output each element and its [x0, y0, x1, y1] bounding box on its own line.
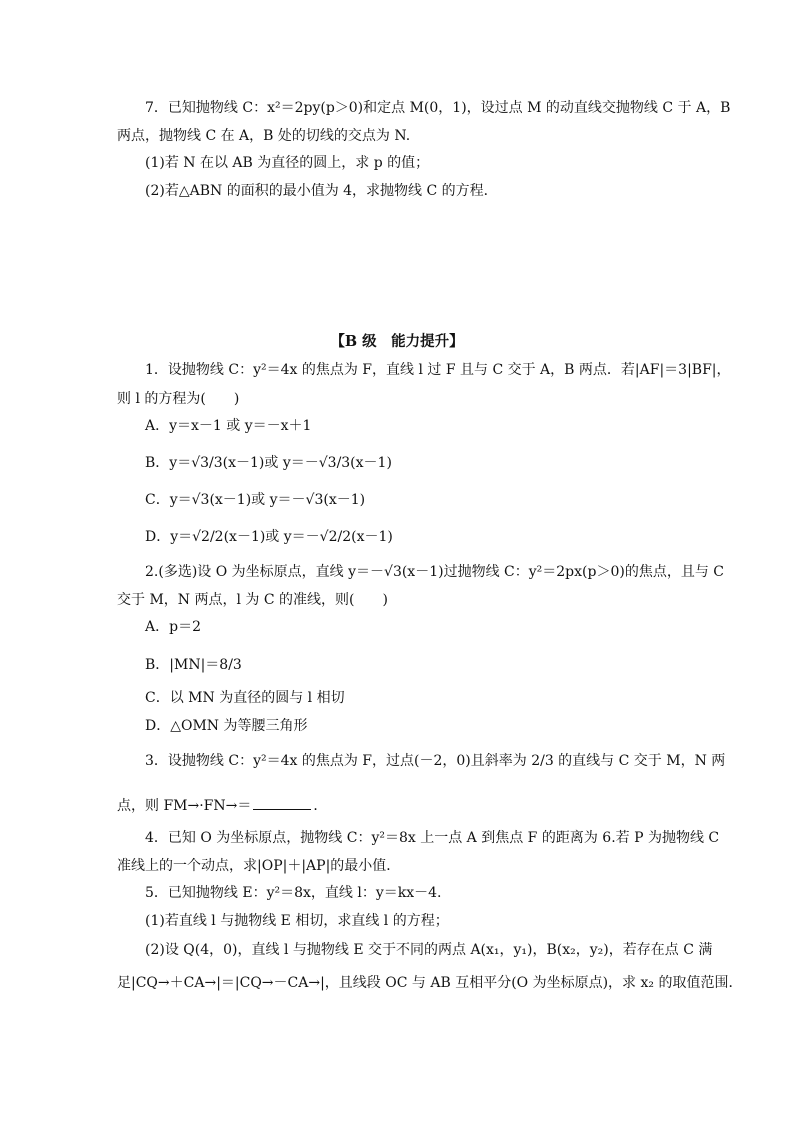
problem-b2-option-c: C．以 MN 为直径的圆与 l 相切	[145, 690, 345, 706]
problem-b5-part1: (1)若直线 l 与抛物线 E 相切，求直线 l 的方程；	[145, 913, 449, 929]
problem-b5-part2-line2: 足|CQ→＋CA→|＝|CQ→－CA→|，且线段 OC 与 AB 互相平分(O 为坐标原点)，求 x₂ 的取值范围．	[117, 975, 743, 991]
problem-7-part2: (2)若△ABN 的面积的最小值为 4，求抛物线 C 的方程．	[145, 183, 498, 199]
problem-b3-line2-end: ．	[313, 798, 328, 814]
problem-b1-option-b: B．y＝√3/3(x－1)或 y＝－√3/3(x－1)	[145, 455, 392, 471]
problem-7-stem-line1: 7．已知抛物线 C：x²＝2py(p＞0)和定点 M(0，1)，设过点 M 的动直线交抛物线 C 于 A，B	[145, 100, 731, 116]
problem-b3-line2-text: 点，则 FM→·FN→＝	[117, 798, 252, 814]
section-b-heading: 【B 级 能力提升】	[330, 333, 464, 350]
problem-b3-line1: 3．设抛物线 C：y²＝4x 的焦点为 F，过点(－2，0)且斜率为 2/3 的直线与 C 交于 M，N 两	[145, 753, 726, 769]
problem-7-part1: (1)若 N 在以 AB 为直径的圆上，求 p 的值；	[145, 155, 430, 171]
problem-b2-option-d: D．△OMN 为等腰三角形	[145, 718, 308, 734]
problem-b1-line1: 1．设抛物线 C：y²＝4x 的焦点为 F，直线 l 过 F 且与 C 交于 A，B 两点．若|AF|＝3|BF|，	[145, 362, 731, 378]
problem-b2-line2: 交于 M，N 两点，l 为 C 的准线，则( )	[117, 592, 388, 608]
problem-b4-line1: 4．已知 O 为坐标原点，抛物线 C：y²＝8x 上一点 A 到焦点 F 的距离为 6.若 P 为抛物线 C	[145, 830, 720, 846]
problem-b4-line2: 准线上的一个动点，求|OP|＋|AP|的最小值．	[117, 858, 401, 874]
problem-b1-option-d: D．y＝√2/2(x－1)或 y＝－√2/2(x－1)	[145, 529, 393, 545]
problem-b5-part2-line1: (2)设 Q(4，0)，直线 l 与抛物线 E 交于不同的两点 A(x₁，y₁)，B(x₂，y₂)，若存在点 C 满	[145, 942, 713, 958]
problem-b2-line1: 2.(多选)设 O 为坐标原点，直线 y＝－√3(x－1)过抛物线 C：y²＝2px(p＞0)的焦点，且与 C	[145, 564, 724, 580]
problem-7-stem-line2: 两点，抛物线 C 在 A，B 处的切线的交点为 N.	[117, 128, 411, 144]
problem-b1-line2: 则 l 的方程为( )	[117, 391, 240, 407]
problem-b1-option-a: A．y＝x－1 或 y＝－x＋1	[145, 418, 312, 434]
problem-b5-line1: 5．已知抛物线 E：y²＝8x，直线 l：y＝kx－4.	[145, 885, 442, 901]
problem-b1-option-c: C．y＝√3(x－1)或 y＝－√3(x－1)	[145, 492, 366, 508]
answer-blank	[253, 795, 311, 810]
problem-b2-option-b: B．|MN|＝8/3	[145, 657, 242, 673]
problem-b2-option-a: A．p＝2	[145, 619, 201, 635]
problem-b3-line2	[117, 795, 327, 816]
